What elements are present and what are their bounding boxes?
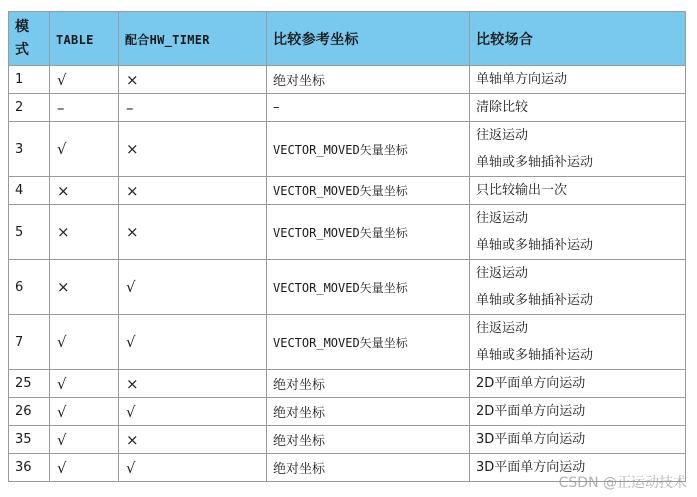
watermark: CSDN @正运动技术 (558, 475, 687, 491)
cell-table-flag (50, 122, 119, 177)
cell-mode (9, 122, 50, 177)
cell-ref-coord-text: VECTOR_MOVED矢量坐标 (273, 280, 408, 295)
cell-hw-timer-flag-text: × (126, 223, 139, 241)
cell-hw-timer-flag-text: – (126, 98, 134, 117)
cell-mode (9, 66, 50, 94)
cell-ref-coord (267, 94, 470, 122)
cell-mode-text: 26 (15, 404, 32, 419)
cell-hw-timer-flag-text: √ (126, 402, 136, 421)
cell-hw-timer-flag (119, 370, 267, 398)
header-scene-label: 比较场合 (476, 31, 534, 48)
cell-ref-coord (267, 122, 470, 177)
cell-table-flag (50, 454, 119, 482)
header-mode (9, 12, 50, 66)
table-row (9, 370, 686, 398)
cell-ref-coord-text: VECTOR_MOVED矢量坐标 (273, 184, 408, 198)
cell-scene (470, 66, 686, 94)
scene-line: 清除比较 (476, 100, 529, 115)
cell-table-flag (50, 426, 119, 454)
cell-scene (470, 398, 686, 426)
cell-ref-coord-text: VECTOR_MOVED矢量坐标 (273, 142, 408, 157)
cell-scene (470, 122, 686, 177)
scene-line: 往返运动 (476, 211, 529, 226)
cell-table-flag-text: √ (57, 333, 67, 351)
header-hw-timer-label: 配合HW_TIMER (125, 33, 210, 47)
cell-ref-coord-text: – (273, 100, 280, 115)
cell-hw-timer-flag (119, 260, 267, 315)
cell-table-flag (50, 370, 119, 398)
cell-table-flag (50, 205, 119, 260)
table-body (9, 66, 686, 482)
cell-hw-timer-flag (119, 177, 267, 205)
table-row (9, 205, 686, 260)
cell-hw-timer-flag (119, 398, 267, 426)
cell-mode-text: 1 (15, 72, 24, 87)
cell-table-flag (50, 177, 119, 205)
table-row (9, 94, 686, 122)
cell-table-flag-text: × (57, 181, 70, 200)
scene-line: 3D平面单方向运动 (476, 460, 586, 475)
cell-hw-timer-flag (119, 205, 267, 260)
cell-hw-timer-flag (119, 66, 267, 94)
cell-table-flag-text: × (57, 278, 70, 296)
cell-mode (9, 260, 50, 315)
cell-scene (470, 94, 686, 122)
cell-hw-timer-flag-text: × (126, 181, 139, 200)
cell-hw-timer-flag (119, 315, 267, 370)
cell-ref-coord-text: 绝对坐标 (273, 434, 326, 449)
cell-hw-timer-flag (119, 454, 267, 482)
cell-ref-coord (267, 454, 470, 482)
cell-ref-coord (267, 398, 470, 426)
cell-hw-timer-flag-text: × (126, 70, 139, 89)
header-mode-label: 模式 (15, 18, 30, 58)
scene-line: 只比较输出一次 (476, 183, 568, 198)
cell-table-flag (50, 94, 119, 122)
cell-table-flag (50, 260, 119, 315)
cell-scene (470, 177, 686, 205)
table-row (9, 122, 686, 177)
cell-table-flag (50, 66, 119, 94)
cell-table-flag-text: √ (57, 374, 67, 393)
scene-line: 单轴或多轴插补运动 (476, 155, 594, 170)
cell-table-flag-text: √ (57, 140, 67, 158)
cell-hw-timer-flag (119, 122, 267, 177)
header-table (50, 12, 119, 66)
scene-line: 3D平面单方向运动 (476, 432, 586, 447)
cell-mode-text: 7 (15, 334, 24, 350)
cell-mode-text: 25 (15, 376, 32, 391)
cell-mode (9, 315, 50, 370)
cell-hw-timer-flag-text: × (126, 430, 139, 449)
cell-hw-timer-flag-text: √ (126, 458, 136, 477)
cell-ref-coord-text: 绝对坐标 (273, 406, 326, 421)
cell-mode-text: 6 (15, 279, 24, 295)
cell-mode (9, 398, 50, 426)
scene-line: 2D平面单方向运动 (476, 376, 586, 391)
cell-table-flag-text: – (57, 98, 65, 117)
cell-mode (9, 205, 50, 260)
cell-mode (9, 454, 50, 482)
cell-scene (470, 205, 686, 260)
table-row (9, 398, 686, 426)
scene-line: 2D平面单方向运动 (476, 404, 586, 419)
cell-ref-coord-text: VECTOR_MOVED矢量坐标 (273, 335, 408, 350)
cell-table-flag (50, 315, 119, 370)
cell-mode-text: 2 (15, 100, 24, 115)
header-scene (470, 12, 686, 66)
cell-mode-text: 5 (15, 224, 24, 240)
cell-ref-coord-text: 绝对坐标 (273, 462, 326, 477)
scene-line: 单轴或多轴插补运动 (476, 293, 594, 308)
cell-mode (9, 426, 50, 454)
cell-mode-text: 3 (15, 141, 24, 157)
cell-mode-text: 35 (15, 432, 32, 447)
table-row (9, 426, 686, 454)
cell-table-flag-text: √ (57, 402, 67, 421)
compare-mode-table (8, 11, 686, 482)
scene-line: 往返运动 (476, 128, 529, 143)
cell-hw-timer-flag-text: × (126, 374, 139, 393)
cell-ref-coord (267, 370, 470, 398)
cell-hw-timer-flag-text: √ (126, 278, 136, 296)
cell-mode-text: 4 (15, 183, 24, 198)
cell-hw-timer-flag (119, 94, 267, 122)
header-table-label: TABLE (56, 33, 94, 47)
cell-table-flag-text: √ (57, 430, 67, 449)
cell-mode (9, 94, 50, 122)
header-ref-coord-label: 比较参考坐标 (273, 31, 359, 48)
cell-ref-coord (267, 205, 470, 260)
scene-line: 往返运动 (476, 321, 529, 336)
scene-line: 往返运动 (476, 266, 529, 281)
header-hw-timer (119, 12, 267, 66)
cell-hw-timer-flag-text: × (126, 140, 139, 158)
cell-scene (470, 260, 686, 315)
table-row (9, 177, 686, 205)
cell-mode (9, 177, 50, 205)
table-row (9, 66, 686, 94)
cell-ref-coord (267, 426, 470, 454)
cell-table-flag-text: √ (57, 458, 67, 477)
cell-table-flag-text: × (57, 223, 70, 241)
cell-scene (470, 370, 686, 398)
cell-scene (470, 315, 686, 370)
cell-ref-coord-text: VECTOR_MOVED矢量坐标 (273, 225, 408, 240)
table-row (9, 315, 686, 370)
cell-mode (9, 370, 50, 398)
cell-hw-timer-flag (119, 426, 267, 454)
cell-table-flag-text: √ (57, 70, 67, 89)
scene-line: 单轴或多轴插补运动 (476, 238, 594, 253)
cell-ref-coord-text: 绝对坐标 (273, 378, 326, 393)
cell-ref-coord (267, 177, 470, 205)
table-header-row (9, 12, 686, 66)
cell-ref-coord (267, 260, 470, 315)
scene-line: 单轴或多轴插补运动 (476, 348, 594, 363)
cell-ref-coord-text: 绝对坐标 (273, 74, 326, 89)
cell-hw-timer-flag-text: √ (126, 333, 136, 351)
cell-table-flag (50, 398, 119, 426)
cell-scene (470, 426, 686, 454)
cell-ref-coord (267, 315, 470, 370)
cell-ref-coord (267, 66, 470, 94)
table-row (9, 260, 686, 315)
cell-mode-text: 36 (15, 460, 32, 475)
scene-line: 单轴单方向运动 (476, 72, 568, 87)
header-ref-coord (267, 12, 470, 66)
